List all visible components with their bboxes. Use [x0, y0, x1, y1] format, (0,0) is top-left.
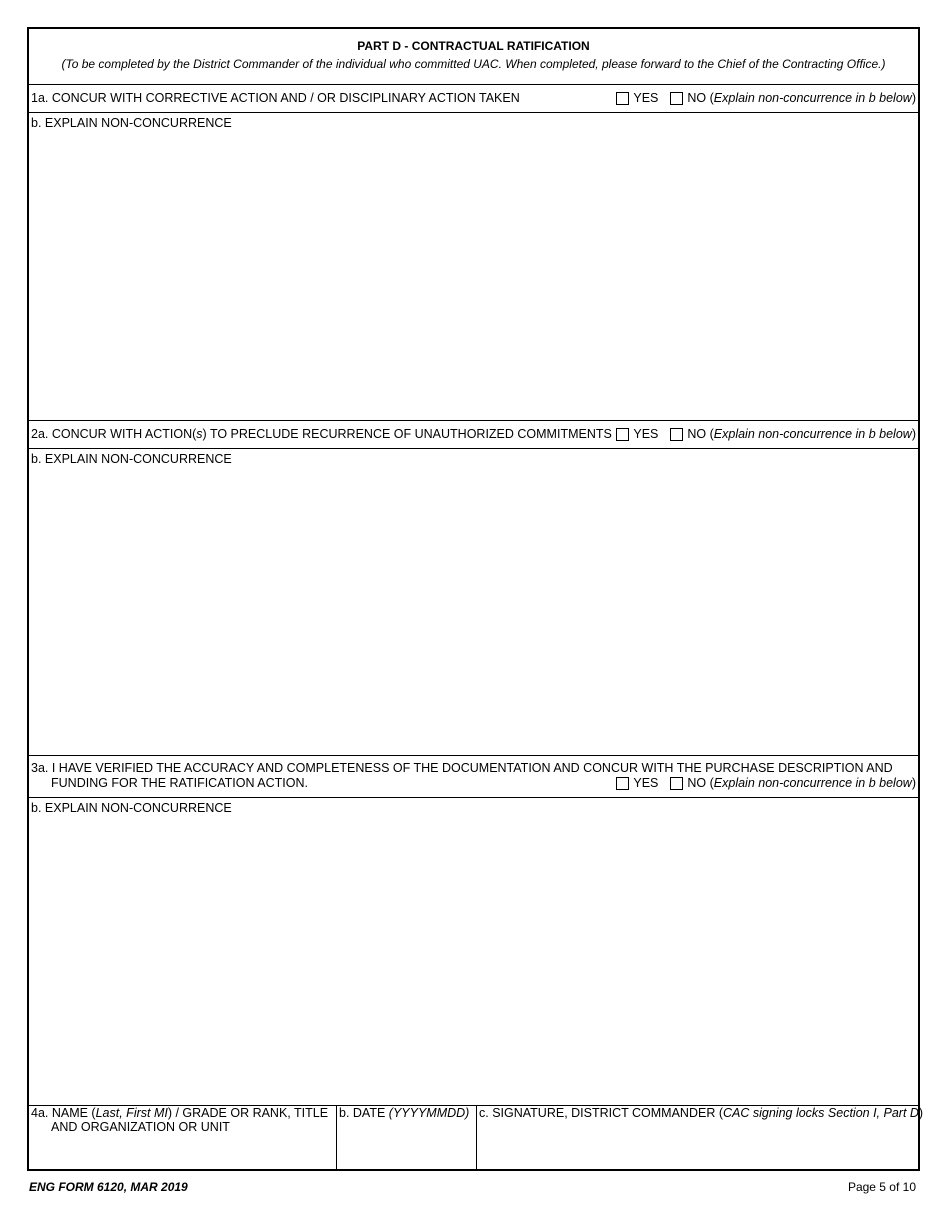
question-3a-choices — [616, 776, 916, 790]
q3-yes-checkbox[interactable] — [616, 777, 629, 790]
q2-no-label: NO (Explain non-concurrence in b below) — [687, 427, 916, 441]
q3-yes-label: YES — [633, 776, 659, 790]
question-2a-row — [29, 420, 918, 448]
q2-no-checkbox[interactable] — [670, 428, 683, 441]
q1-no-label: NO (Explain non-concurrence in b below) — [687, 91, 916, 105]
signature-label: c. SIGNATURE, DISTRICT COMMANDER (CAC signing locks Section I, Part D) — [479, 1106, 924, 1120]
part-d-form — [27, 27, 924, 1171]
q3-no-label: NO (Explain non-concurrence in b below) — [687, 776, 916, 790]
signature-field[interactable] — [477, 1106, 924, 1171]
q3-no-checkbox[interactable] — [670, 777, 683, 790]
q1-yes-option[interactable] — [616, 91, 658, 105]
date-label: b. DATE (YYYYMMDD) — [339, 1106, 470, 1120]
question-3a-label-line1: 3a. I HAVE VERIFIED THE ACCURACY AND COMPLETENESS OF THE DOCUMENTATION AND CONCUR WITH THE PURCHASE DESCRIPTION AND — [31, 761, 893, 775]
name-grade-field[interactable] — [29, 1106, 337, 1171]
explain-2b-label: b. EXPLAIN NON-CONCURRENCE — [31, 452, 232, 466]
question-2a-choices — [616, 427, 916, 441]
q3-yes-option[interactable] — [616, 776, 658, 790]
name-grade-label: 4a. NAME (Last, First MI) / GRADE OR RANK, TITLE — [31, 1106, 329, 1120]
name-grade-label-line2: AND ORGANIZATION OR UNIT — [51, 1120, 230, 1134]
q1-yes-label: YES — [633, 91, 659, 105]
part-d-subtitle: (To be completed by the District Commander of the individual who committed UAC. When completed, please forward to the Chief of the Contracting Office.) — [61, 57, 886, 71]
question-1a-choices — [616, 91, 916, 105]
q1-no-option[interactable] — [670, 91, 916, 105]
signature-row — [29, 1105, 924, 1171]
q2-no-option[interactable] — [670, 427, 916, 441]
q1-no-checkbox[interactable] — [670, 92, 683, 105]
explain-3b-field[interactable] — [29, 797, 918, 1105]
part-d-title: PART D - CONTRACTUAL RATIFICATION — [357, 39, 590, 53]
q2-yes-option[interactable] — [616, 427, 658, 441]
question-3a-row — [29, 755, 918, 797]
explain-3b-label: b. EXPLAIN NON-CONCURRENCE — [31, 801, 232, 815]
date-field[interactable] — [337, 1106, 477, 1171]
q2-yes-checkbox[interactable] — [616, 428, 629, 441]
explain-2b-field[interactable] — [29, 448, 918, 755]
form-id: ENG FORM 6120, MAR 2019 — [29, 1180, 188, 1194]
page-number: Page 5 of 10 — [847, 1180, 916, 1194]
question-1a-label: 1a. CONCUR WITH CORRECTIVE ACTION AND / OR DISCIPLINARY ACTION TAKEN — [31, 91, 520, 105]
q1-yes-checkbox[interactable] — [616, 92, 629, 105]
question-2a-label: 2a. CONCUR WITH ACTION(s) TO PRECLUDE RECURRENCE OF UNAUTHORIZED COMMITMENTS — [31, 427, 612, 441]
q2-yes-label: YES — [633, 427, 659, 441]
part-d-header — [29, 29, 918, 84]
explain-1b-field[interactable] — [29, 112, 918, 420]
question-3a-label-line2: FUNDING FOR THE RATIFICATION ACTION. — [51, 776, 308, 790]
question-1a-row — [29, 84, 918, 112]
explain-1b-label: b. EXPLAIN NON-CONCURRENCE — [31, 116, 232, 130]
q3-no-option[interactable] — [670, 776, 916, 790]
